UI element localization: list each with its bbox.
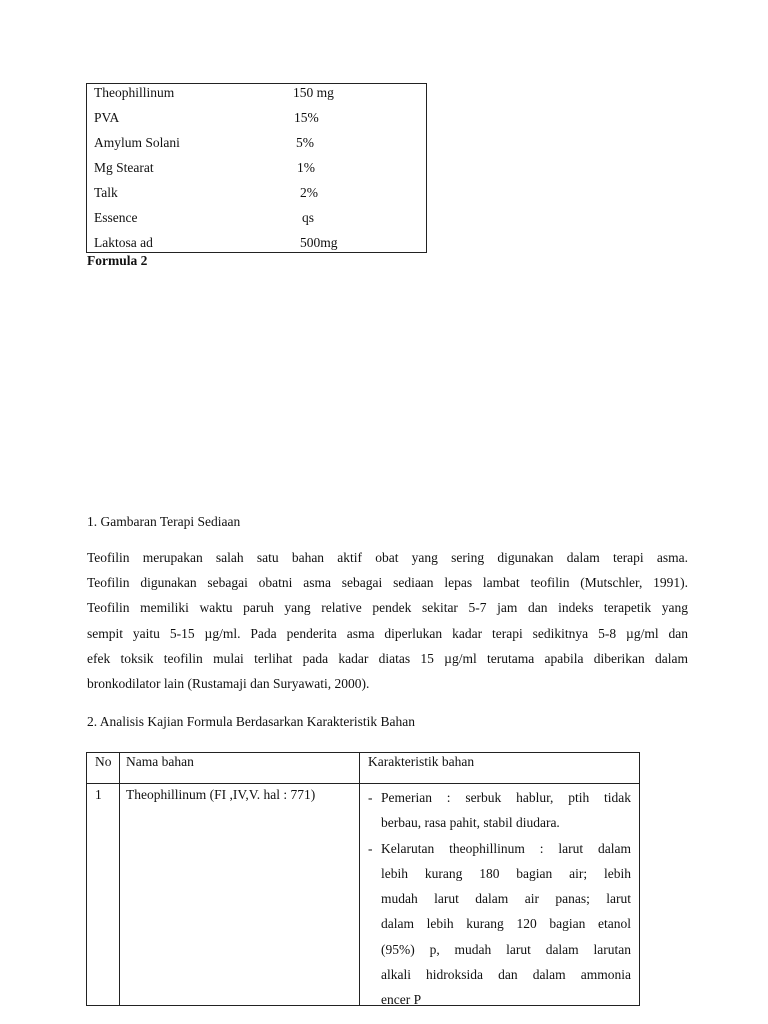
- characteristic-line: encer P: [381, 992, 422, 1008]
- paragraph-line: Teofilin merupakan salah satu bahan aktif obat yang sering digunakan dalam terapi asma.: [87, 550, 688, 565]
- ingredient-amount: 15%: [294, 110, 319, 125]
- ingredient-name: Theophillinum: [94, 85, 175, 100]
- ingredient-amount: 1%: [297, 160, 315, 175]
- ingredient-amount: 150 mg: [293, 85, 334, 100]
- therapy-paragraph: [87, 545, 688, 696]
- formula-row: [87, 109, 426, 134]
- section-heading: 2. Analisis Kajian Formula Berdasarkan Karakteristik Bahan: [87, 714, 416, 729]
- header-name: Nama bahan: [126, 754, 194, 769]
- characteristic-line: (95%) p, mudah larut dalam larutan: [381, 941, 631, 957]
- ingredient-name: Mg Stearat: [94, 160, 154, 175]
- column-divider: [119, 753, 120, 1005]
- material-name: Theophillinum (FI ,IV,V. hal : 771): [126, 787, 316, 802]
- header-divider: [87, 783, 639, 784]
- row-number: 1: [95, 787, 102, 802]
- formula-row: [87, 159, 426, 184]
- ingredient-name: Talk: [94, 185, 118, 200]
- formula-row: [87, 84, 426, 109]
- paragraph-line: efek toksik teofilin mulai terlihat pada kadar diatas 15 µg/ml terutama apabila diberikan dalam: [87, 650, 688, 666]
- characteristics-list: [368, 785, 631, 1013]
- ingredient-amount: 5%: [296, 135, 314, 150]
- ingredient-amount: 2%: [300, 185, 318, 200]
- header-no: No: [95, 754, 112, 769]
- formula-caption: Formula 2: [87, 253, 148, 268]
- ingredient-name: Laktosa ad: [94, 235, 153, 250]
- section-heading: 1. Gambaran Terapi Sediaan: [87, 514, 241, 529]
- characteristic-line: Kelarutan theophillinum : larut dalam: [381, 840, 631, 856]
- header-characteristics: Karakteristik bahan: [368, 754, 475, 769]
- characteristic-line: lebih kurang 180 bagian air; lebih: [381, 865, 631, 881]
- characteristic-line: Pemerian : serbuk hablur, ptih tidak: [381, 790, 631, 805]
- paragraph-line: Teofilin memiliki waktu paruh yang relative pendek sekitar 5-7 jam dan indeks terapetik yang: [87, 600, 688, 616]
- ingredient-amount: qs: [302, 210, 315, 225]
- column-divider: [359, 753, 360, 1005]
- ingredient-amount: 500mg: [300, 235, 338, 250]
- formula-row: [87, 134, 426, 159]
- characteristic-line: mudah larut dalam air panas; larut: [381, 891, 631, 907]
- material-table: [86, 752, 640, 1006]
- ingredient-name: Amylum Solani: [94, 135, 180, 150]
- ingredient-name: Essence: [94, 210, 138, 225]
- formula-row: [87, 209, 426, 234]
- formula-table: [86, 83, 427, 253]
- paragraph-line: Teofilin digunakan sebagai obatni asma sebagai sediaan lepas lambat teofilin (Mutschler, 1991).: [87, 575, 688, 591]
- characteristic-line: berbau, rasa pahit, stabil diudara.: [381, 815, 560, 831]
- bullet-dash: -: [368, 790, 373, 805]
- formula-row: [87, 184, 426, 209]
- characteristic-item: [368, 785, 631, 836]
- characteristic-line: dalam lebih kurang 120 bagian etanol: [381, 916, 631, 932]
- characteristic-line: alkali hidroksida dan dalam ammonia: [381, 967, 631, 983]
- ingredient-name: PVA: [94, 110, 120, 125]
- paragraph-line: bronkodilator lain (Rustamaji dan Suryawati, 2000).: [87, 676, 370, 692]
- bullet-dash: -: [368, 840, 373, 856]
- characteristic-item: [368, 836, 631, 1013]
- paragraph-line: sempit yaitu 5-15 µg/ml. Pada penderita asma diperlukan kadar terapi sedikitnya 5-8 µg/ml dan: [87, 625, 688, 641]
